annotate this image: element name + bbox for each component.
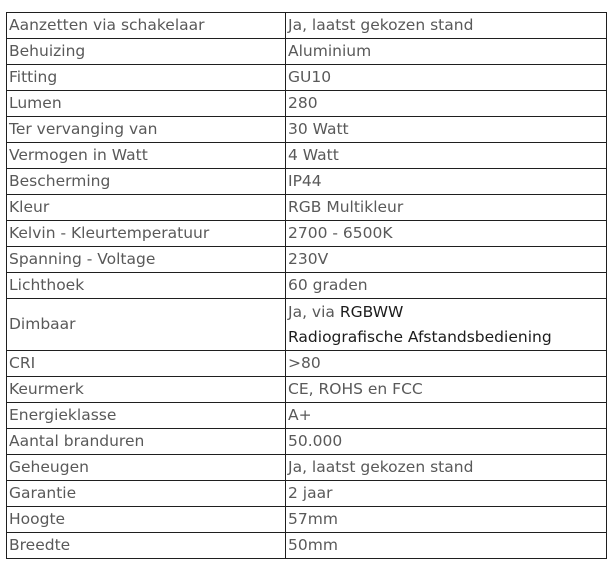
table-row	[7, 533, 607, 559]
row-value: RGB Multikleur	[286, 195, 607, 221]
row-label: Dimbaar	[7, 299, 286, 351]
table-row	[7, 13, 607, 39]
table-row	[7, 351, 607, 377]
row-value: Ja, laatst gekozen stand	[286, 455, 607, 481]
row-label: Garantie	[7, 481, 286, 507]
table-row	[7, 273, 607, 299]
row-value: 57mm	[286, 507, 607, 533]
table-row	[7, 429, 607, 455]
row-label: Aantal branduren	[7, 429, 286, 455]
table-row	[7, 117, 607, 143]
row-value: 2 jaar	[286, 481, 607, 507]
row-value: IP44	[286, 169, 607, 195]
row-label: Vermogen in Watt	[7, 143, 286, 169]
row-label: Keurmerk	[7, 377, 286, 403]
row-value: Aluminium	[286, 39, 607, 65]
row-label: Ter vervanging van	[7, 117, 286, 143]
table-row	[7, 377, 607, 403]
row-value-line-2: Radiografische Afstandsbediening	[288, 327, 552, 346]
table-row	[7, 403, 607, 429]
table-row	[7, 169, 607, 195]
row-label: Kelvin - Kleurtemperatuur	[7, 221, 286, 247]
row-label: Lumen	[7, 91, 286, 117]
row-label: Hoogte	[7, 507, 286, 533]
table-row	[7, 455, 607, 481]
table-row	[7, 143, 607, 169]
table-row	[7, 481, 607, 507]
table-row	[7, 507, 607, 533]
table-row	[7, 65, 607, 91]
row-label: Lichthoek	[7, 273, 286, 299]
spec-table	[6, 12, 607, 559]
row-label: Aanzetten via schakelaar	[7, 13, 286, 39]
row-value-highlight: RGBWW	[339, 302, 404, 321]
row-label: Spanning - Voltage	[7, 247, 286, 273]
row-value: A+	[286, 403, 607, 429]
row-label: CRI	[7, 351, 286, 377]
row-value: 50.000	[286, 429, 607, 455]
table-row	[7, 221, 607, 247]
row-value: 30 Watt	[286, 117, 607, 143]
row-value: 60 graden	[286, 273, 607, 299]
row-value	[286, 299, 607, 351]
row-label: Breedte	[7, 533, 286, 559]
row-value: Ja, laatst gekozen stand	[286, 13, 607, 39]
row-label: Geheugen	[7, 455, 286, 481]
table-row	[7, 195, 607, 221]
row-value: GU10	[286, 65, 607, 91]
row-value: CE, ROHS en FCC	[286, 377, 607, 403]
row-value: >80	[286, 351, 607, 377]
row-label: Fitting	[7, 65, 286, 91]
table-row	[7, 91, 607, 117]
row-value: 2700 - 6500K	[286, 221, 607, 247]
table-row	[7, 39, 607, 65]
row-value: 280	[286, 91, 607, 117]
row-value: 50mm	[286, 533, 607, 559]
table-row	[7, 299, 607, 351]
row-label: Bescherming	[7, 169, 286, 195]
row-value-line	[288, 300, 604, 325]
row-label: Energieklasse	[7, 403, 286, 429]
row-value: 4 Watt	[286, 143, 607, 169]
row-value: 230V	[286, 247, 607, 273]
table-row	[7, 247, 607, 273]
row-value-prefix: Ja, via	[288, 302, 340, 321]
row-label: Kleur	[7, 195, 286, 221]
row-label: Behuizing	[7, 39, 286, 65]
